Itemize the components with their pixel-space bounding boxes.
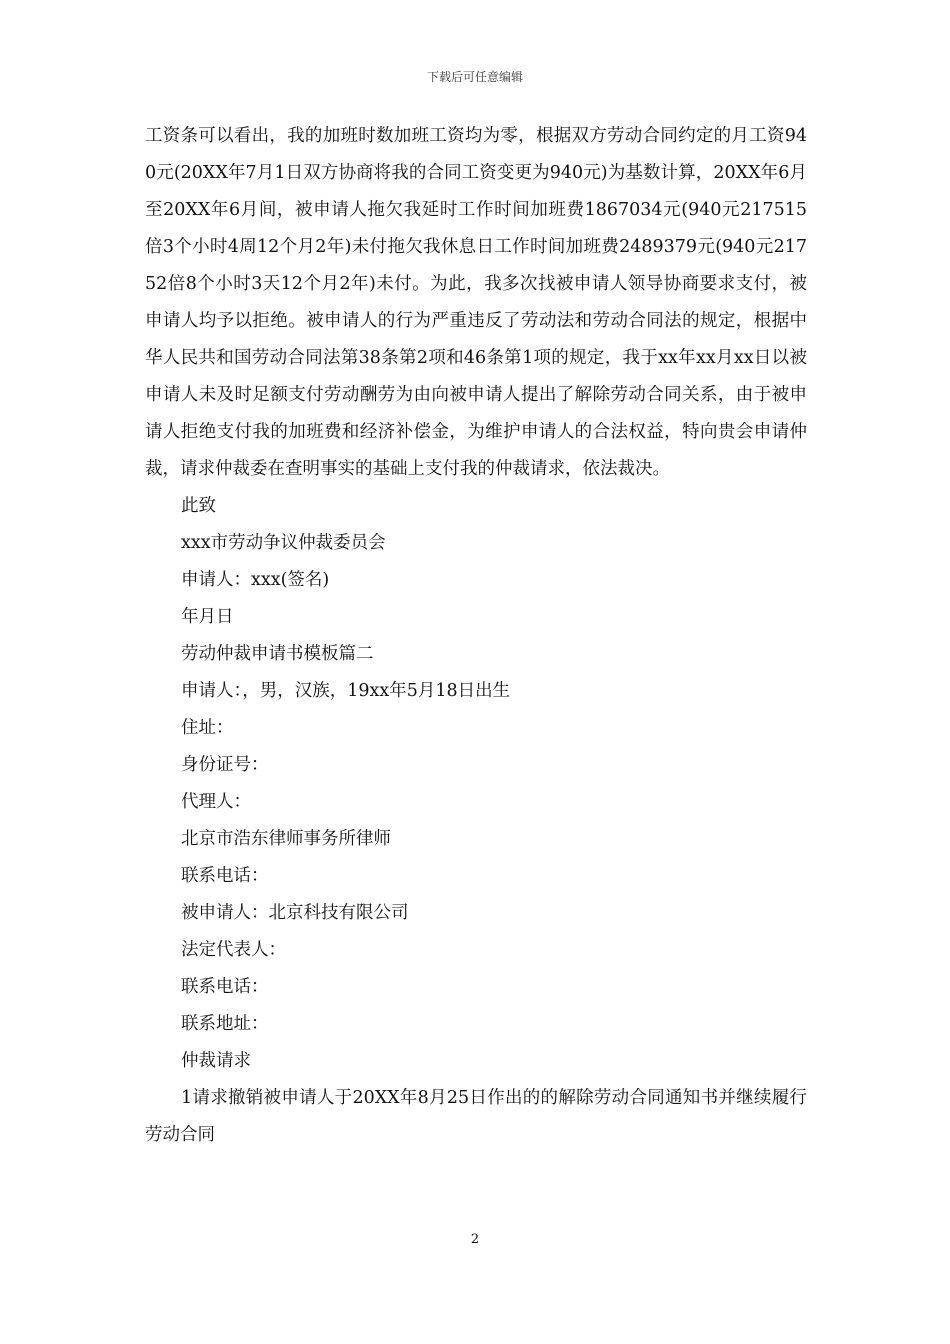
requests-heading: 仲裁请求 <box>181 1051 251 1071</box>
request-item: 1请求撤销被申请人于20XX年8月25日作出的的解除劳动合同通知书并继续履行劳动合同 <box>145 1088 807 1145</box>
legal-representative-line: 法定代表人： <box>181 940 286 960</box>
applicant-signature: 申请人：xxx(签名) <box>181 570 330 590</box>
recipient-committee: xxx市劳动争议仲裁委员会 <box>181 533 386 553</box>
address-line: 住址： <box>181 718 234 738</box>
section-title: 劳动仲裁申请书模板篇二 <box>181 644 374 664</box>
respondent-line: 被申请人：北京科技有限公司 <box>181 903 409 923</box>
phone-line: 联系电话： <box>181 866 269 886</box>
page-number: 2 <box>470 1232 480 1247</box>
agent-line: 代理人： <box>181 792 251 812</box>
id-number-line: 身份证号： <box>181 755 269 775</box>
respondent-address-line: 联系地址： <box>181 1014 269 1034</box>
law-firm-line: 北京市浩东律师事务所律师 <box>181 829 391 849</box>
closing-salutation: 此致 <box>181 496 216 516</box>
date-line: 年月日 <box>181 607 234 627</box>
applicant-info: 申请人：，男，汉族，19xx年5月18日出生 <box>181 681 511 701</box>
body-paragraph: 工资条可以看出，我的加班时数加班工资均为零，根据双方劳动合同约定的月工资940元(20XX年7月1日双方协商将我的合同工资变更为940元)为基数计算，20XX年6月至20XX年6月间，被申请人拖欠我延时工作时间加班费1867034元(940元217515倍3个小时4周12个月2年)未付拖欠我休息日工作时间加班费2489379元(940元21752倍8个小时3天12个月2年)未付。为此，我多次找被申请人领导协商要求支付，被申请人均予以拒绝。被申请人的行为严重违反了劳动法和劳动合同法的规定，根据中华人民共和国劳动合同法第38条第2项和46条第1项的规定，我于xx年xx月xx日以被申请人未及时足额支付劳动酬劳为由向被申请人提出了解除劳动合同关系，由于被申请人拒绝支付我的加班费和经济补偿金，为维护申请人的合法权益，特向贵会申请仲裁，请求仲裁委在查明事实的基础上支付我的仲裁请求，依法裁决。 <box>145 126 807 479</box>
page-header-note: 下载后可任意编辑 <box>426 70 523 84</box>
respondent-phone-line: 联系电话： <box>181 977 269 997</box>
document-body <box>145 118 807 1154</box>
